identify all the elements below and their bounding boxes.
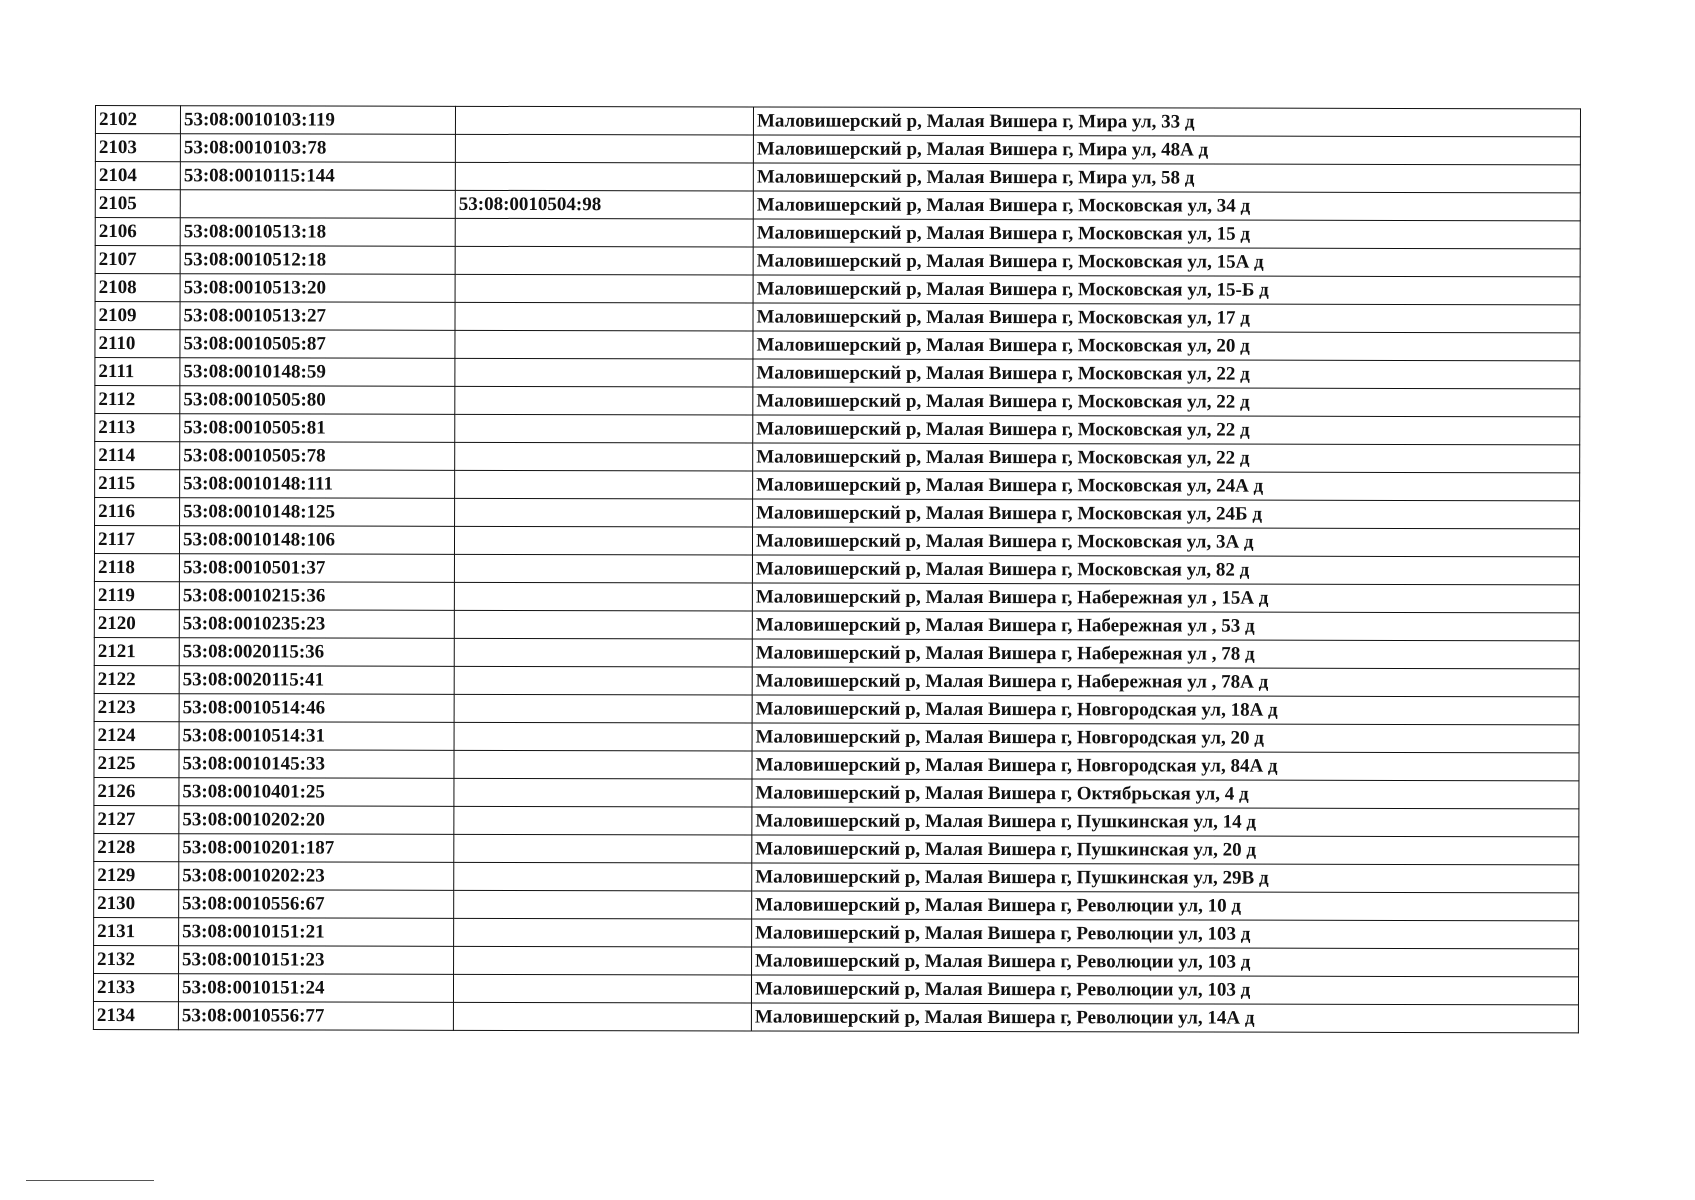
- table-row: [94, 945, 1579, 976]
- row-number-cell: 2125: [94, 749, 179, 777]
- address-cell: Маловишерский р, Малая Вишера г, Революции ул, 10 д: [752, 891, 1579, 921]
- table-row: [95, 162, 1580, 193]
- footer-rule: [26, 1180, 154, 1181]
- row-number-cell: 2110: [95, 330, 180, 358]
- address-cell: Маловишерский р, Малая Вишера г, Московская ул, 24А д: [753, 471, 1580, 501]
- cadastral-number-cell: 53:08:0010513:18: [180, 218, 455, 247]
- table-row: [95, 414, 1580, 445]
- row-number-cell: 2118: [94, 554, 179, 582]
- cadastral-number-cell: 53:08:0010513:27: [180, 302, 455, 331]
- cadastral-number-cell: 53:08:0020115:36: [179, 638, 454, 667]
- cadastral-number-alt-cell: [455, 302, 753, 331]
- address-cell: Маловишерский р, Малая Вишера г, Революции ул, 14А д: [751, 1003, 1578, 1033]
- address-cell: Маловишерский р, Малая Вишера г, Московская ул, 24Б д: [753, 499, 1580, 529]
- address-cell: Маловишерский р, Малая Вишера г, Октябрьская ул, 4 д: [752, 779, 1579, 809]
- cadastral-number-alt-cell: [454, 610, 752, 639]
- cadastral-number-cell: 53:08:0010103:119: [180, 106, 455, 135]
- table-row: [94, 526, 1579, 557]
- cadastral-number-cell: 53:08:0010202:23: [179, 862, 454, 891]
- cadastral-number-cell: 53:08:0010235:23: [179, 610, 454, 639]
- cadastral-number-cell: 53:08:0010202:20: [179, 806, 454, 835]
- row-number-cell: 2102: [95, 106, 180, 134]
- cadastral-number-alt-cell: [455, 162, 753, 191]
- address-cell: Маловишерский р, Малая Вишера г, Мира ул, 58 д: [753, 163, 1580, 193]
- cadastral-number-alt-cell: [455, 330, 753, 359]
- address-cell: Маловишерский р, Малая Вишера г, Пушкинская ул, 14 д: [752, 807, 1579, 837]
- row-number-cell: 2121: [94, 637, 179, 665]
- cadastral-number-cell: 53:08:0010514:31: [179, 722, 454, 751]
- cadastral-number-cell: 53:08:0010103:78: [180, 134, 455, 163]
- table-row: [95, 302, 1580, 333]
- cadastral-number-cell: 53:08:0010148:59: [180, 358, 455, 387]
- cadastral-number-cell: 53:08:0010215:36: [179, 582, 454, 611]
- cadastral-number-alt-cell: [454, 554, 752, 583]
- cadastral-number-cell: 53:08:0010148:106: [179, 526, 454, 555]
- row-number-cell: 2109: [95, 302, 180, 330]
- row-number-cell: 2108: [95, 274, 180, 302]
- row-number-cell: 2122: [94, 665, 179, 693]
- address-cell: Маловишерский р, Малая Вишера г, Революции ул, 103 д: [751, 975, 1578, 1005]
- table-row: [95, 330, 1580, 361]
- cadastral-number-alt-cell: [455, 246, 753, 275]
- cadastral-number-cell: 53:08:0010115:144: [180, 162, 455, 191]
- cadastral-number-alt-cell: [454, 834, 752, 863]
- cadastral-number-alt-cell: [454, 722, 752, 751]
- cadastral-number-alt-cell: [454, 582, 752, 611]
- table-row: [94, 889, 1579, 920]
- cadastral-number-cell: 53:08:0010556:67: [179, 890, 454, 919]
- row-number-cell: 2131: [94, 917, 179, 945]
- cadastral-number-cell: 53:08:0010151:21: [179, 918, 454, 947]
- row-number-cell: 2130: [94, 889, 179, 917]
- row-number-cell: 2123: [94, 693, 179, 721]
- table-row: [95, 442, 1580, 473]
- cadastral-number-alt-cell: [454, 694, 752, 723]
- table-row: [94, 861, 1579, 892]
- row-number-cell: 2107: [95, 246, 180, 274]
- address-cell: Маловишерский р, Малая Вишера г, Московская ул, 34 д: [753, 191, 1580, 221]
- cadastral-number-alt-cell: [455, 106, 753, 135]
- row-number-cell: 2129: [94, 861, 179, 889]
- address-cell: Маловишерский р, Малая Вишера г, Революции ул, 103 д: [752, 947, 1579, 977]
- cadastral-number-alt-cell: [454, 918, 752, 947]
- cadastral-number-cell: 53:08:0010505:78: [180, 442, 455, 471]
- table-row: [94, 749, 1579, 780]
- cadastral-number-alt-cell: [454, 638, 752, 667]
- row-number-cell: 2133: [93, 973, 178, 1001]
- address-cell: Маловишерский р, Малая Вишера г, Московская ул, 82 д: [752, 555, 1579, 585]
- cadastral-number-cell: 53:08:0010145:33: [179, 750, 454, 779]
- cadastral-number-alt-cell: [454, 750, 752, 779]
- row-number-cell: 2112: [95, 386, 180, 414]
- row-number-cell: 2119: [94, 581, 179, 609]
- table-row: [95, 386, 1580, 417]
- cadastral-number-cell: 53:08:0010505:81: [180, 414, 455, 443]
- address-cell: Маловишерский р, Малая Вишера г, Пушкинская ул, 29В д: [752, 863, 1579, 893]
- table-row: [94, 637, 1579, 668]
- address-cell: Маловишерский р, Малая Вишера г, Московская ул, 3А д: [752, 527, 1579, 557]
- row-number-cell: 2134: [93, 1001, 178, 1029]
- cadastral-number-alt-cell: [455, 414, 753, 443]
- address-cell: Маловишерский р, Малая Вишера г, Мира ул, 48А д: [753, 135, 1580, 165]
- address-cell: Маловишерский р, Малая Вишера г, Революции ул, 103 д: [752, 919, 1579, 949]
- table-row: [95, 106, 1580, 137]
- cadastral-number-cell: 53:08:0010151:24: [178, 974, 453, 1003]
- table-row: [95, 218, 1580, 249]
- address-cell: Маловишерский р, Малая Вишера г, Набережная ул , 78А д: [752, 667, 1579, 697]
- cadastral-number-cell: 53:08:0010148:111: [180, 470, 455, 499]
- address-cell: Маловишерский р, Малая Вишера г, Московская ул, 15 д: [753, 219, 1580, 249]
- table-row: [95, 470, 1580, 501]
- table-row: [94, 693, 1579, 724]
- cadastral-number-alt-cell: 53:08:0010504:98: [455, 190, 753, 219]
- address-cell: Маловишерский р, Малая Вишера г, Московская ул, 15А д: [753, 247, 1580, 277]
- table-row: [94, 665, 1579, 696]
- cadastral-number-alt-cell: [455, 358, 753, 387]
- cadastral-number-cell: 53:08:0010501:37: [179, 554, 454, 583]
- row-number-cell: 2114: [95, 442, 180, 470]
- address-cell: Маловишерский р, Малая Вишера г, Московская ул, 17 д: [753, 303, 1580, 333]
- table-row: [93, 973, 1578, 1004]
- cadastral-number-alt-cell: [454, 778, 752, 807]
- cadastral-number-alt-cell: [455, 470, 753, 499]
- address-cell: Маловишерский р, Малая Вишера г, Мира ул, 33 д: [753, 107, 1580, 137]
- table-row: [93, 1001, 1578, 1032]
- cadastral-number-cell: [180, 190, 455, 219]
- cadastral-number-alt-cell: [453, 974, 751, 1003]
- cadastral-number-cell: 53:08:0010148:125: [180, 498, 455, 527]
- address-cell: Маловишерский р, Малая Вишера г, Московская ул, 22 д: [753, 443, 1580, 473]
- registry-table-body: [93, 106, 1580, 1033]
- table-row: [95, 498, 1580, 529]
- table-row: [94, 721, 1579, 752]
- cadastral-number-alt-cell: [454, 806, 752, 835]
- row-number-cell: 2126: [94, 777, 179, 805]
- cadastral-number-cell: 53:08:0010512:18: [180, 246, 455, 275]
- cadastral-number-cell: 53:08:0010401:25: [179, 778, 454, 807]
- cadastral-number-alt-cell: [454, 666, 752, 695]
- address-cell: Маловишерский р, Малая Вишера г, Новгородская ул, 84А д: [752, 751, 1579, 781]
- address-cell: Маловишерский р, Малая Вишера г, Пушкинская ул, 20 д: [752, 835, 1579, 865]
- table-row: [95, 190, 1580, 221]
- row-number-cell: 2120: [94, 609, 179, 637]
- cadastral-number-alt-cell: [454, 946, 752, 975]
- address-cell: Маловишерский р, Малая Вишера г, Новгородская ул, 20 д: [752, 723, 1579, 753]
- row-number-cell: 2128: [94, 833, 179, 861]
- row-number-cell: 2124: [94, 721, 179, 749]
- cadastral-number-alt-cell: [455, 134, 753, 163]
- row-number-cell: 2106: [95, 218, 180, 246]
- table-row: [94, 609, 1579, 640]
- table-row: [95, 274, 1580, 305]
- cadastral-number-cell: 53:08:0010201:187: [179, 834, 454, 863]
- table-row: [94, 805, 1579, 836]
- cadastral-number-cell: 53:08:0010505:80: [180, 386, 455, 415]
- address-cell: Маловишерский р, Малая Вишера г, Набережная ул , 53 д: [752, 611, 1579, 641]
- cadastral-number-cell: 53:08:0010151:23: [179, 946, 454, 975]
- table-row: [94, 554, 1579, 585]
- row-number-cell: 2105: [95, 190, 180, 218]
- address-cell: Маловишерский р, Малая Вишера г, Московская ул, 15-Б д: [753, 275, 1580, 305]
- cadastral-number-alt-cell: [455, 386, 753, 415]
- cadastral-number-alt-cell: [455, 274, 753, 303]
- table-row: [94, 581, 1579, 612]
- address-cell: Маловишерский р, Малая Вишера г, Московская ул, 22 д: [753, 359, 1580, 389]
- row-number-cell: 2127: [94, 805, 179, 833]
- address-cell: Маловишерский р, Малая Вишера г, Набережная ул , 78 д: [752, 639, 1579, 669]
- table-row: [95, 246, 1580, 277]
- row-number-cell: 2104: [95, 162, 180, 190]
- cadastral-number-alt-cell: [454, 526, 752, 555]
- row-number-cell: 2132: [94, 945, 179, 973]
- address-cell: Маловишерский р, Малая Вишера г, Московская ул, 22 д: [753, 415, 1580, 445]
- cadastral-number-alt-cell: [455, 218, 753, 247]
- cadastral-number-alt-cell: [454, 862, 752, 891]
- cadastral-number-cell: 53:08:0020115:41: [179, 666, 454, 695]
- address-cell: Маловишерский р, Малая Вишера г, Московская ул, 22 д: [753, 387, 1580, 417]
- row-number-cell: 2103: [95, 134, 180, 162]
- row-number-cell: 2111: [95, 358, 180, 386]
- row-number-cell: 2113: [95, 414, 180, 442]
- cadastral-number-alt-cell: [455, 442, 753, 471]
- cadastral-number-cell: 53:08:0010514:46: [179, 694, 454, 723]
- row-number-cell: 2116: [95, 498, 180, 526]
- cadastral-number-alt-cell: [454, 890, 752, 919]
- cadastral-number-cell: 53:08:0010513:20: [180, 274, 455, 303]
- table-row: [94, 833, 1579, 864]
- address-cell: Маловишерский р, Малая Вишера г, Набережная ул , 15А д: [752, 583, 1579, 613]
- row-number-cell: 2117: [94, 526, 179, 554]
- address-cell: Маловишерский р, Малая Вишера г, Новгородская ул, 18А д: [752, 695, 1579, 725]
- cadastral-number-alt-cell: [455, 498, 753, 527]
- table-row: [95, 358, 1580, 389]
- table-row: [94, 777, 1579, 808]
- row-number-cell: 2115: [95, 470, 180, 498]
- cadastral-number-cell: 53:08:0010556:77: [178, 1002, 453, 1031]
- address-cell: Маловишерский р, Малая Вишера г, Московская ул, 20 д: [753, 331, 1580, 361]
- table-row: [95, 134, 1580, 165]
- cadastral-number-alt-cell: [453, 1002, 751, 1031]
- table-row: [94, 917, 1579, 948]
- registry-table: [93, 105, 1581, 1033]
- cadastral-number-cell: 53:08:0010505:87: [180, 330, 455, 359]
